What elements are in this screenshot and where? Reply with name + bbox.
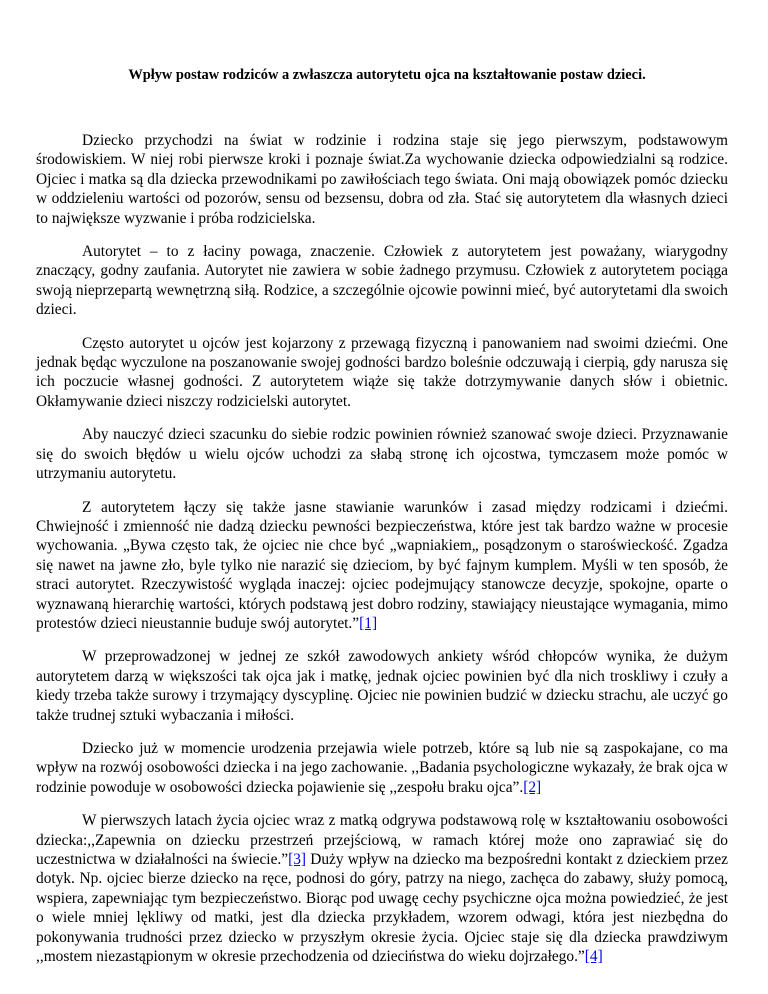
- paragraph-text: Autorytet – to z łaciny powaga, znaczenie. Człowiek z autorytetem jest poważany, wiarygodny znaczący, godny zaufania. Autorytet nie zawiera w sobie żadnego przymusu. Człowiek z autorytetem pociąga swoją nieprzepartą wewnętrzną siłą. Rodzice, a szczególnie ojcowie powinni mieć, być autorytetami dla swoich dzieci.: [36, 243, 728, 319]
- paragraph-text: Często autorytet u ojców jest kojarzony z przewagą fizyczną i panowaniem nad swoimi dziećmi. One jednak będąc wyczulone na poszanowanie swojej godności bardzo boleśnie odczuwają i cierpią, gdy narusza się ich poczucie własnej godności. Z autorytetem wiąże się także dotrzymywanie danych słów i obietnic. Okłamywanie dzieci niszczy rodzicielski autorytet.: [36, 334, 728, 410]
- footnote-link-3[interactable]: [3]: [288, 851, 307, 868]
- paragraph: [36, 425, 728, 483]
- paragraph: [36, 647, 728, 725]
- paragraph-text: Dziecko już w momencie urodzenia przejawia wiele potrzeb, które są lub nie są zaspokajane, co ma wpływ na rozwój osobowości dziecka i na jego zachowanie. ,,Badania psychologiczne wykazały, że brak ojca w rodzinie powoduje w osobowości dziecka pojawienie się ,,zespołu braku ojca”.: [36, 739, 728, 796]
- paragraph: [36, 334, 728, 412]
- footnote-link-2[interactable]: [2]: [523, 778, 542, 796]
- paragraph: [36, 811, 728, 966]
- paragraph-text: Z autorytetem łączy się także jasne stawianie warunków i zasad między rodzicami i dziećmi. Chwiejność i zmienność nie dadzą dziecku pewności bezpieczeństwa, które jest tak bardzo ważne w procesie wychowania. „Bywa często tak, że ojciec nie chce być „wapniakiem„ posądzonym o staroświeckość. Zgadza się nawet na jawne zło, byle tylko nie narazić się dzieciom, by być fajnym kumplem. Myśli w ten sposób, że straci autorytet. Rzeczywistość wygląda inaczej: ojciec podejmujący stanowcze decyzje, spokojne, oparte o wyznawaną hierarchię wartości, których podstawą jest dobro rodziny, stawiający nieustające wymagania, mimo protestów dzieci nieustannie buduje swój autorytet.”: [36, 498, 728, 632]
- document-title: Wpływ postaw rodziców a zwłaszcza autorytetu ojca na kształtowanie postaw dzieci.: [128, 67, 646, 83]
- paragraph: [36, 242, 728, 320]
- paragraph-text: W przeprowadzonej w jednej ze szkół zawodowych ankiety wśród chłopców wynika, że dużym autorytetem darzą w większości tak ojca jak i matkę, jednak ojciec powinien być dla nich troskliwy i czuły a kiedy trzeba także surowy i trzymający dyscyplinę. Ojciec nie powinien budzić w dziecku strachu, ale uczyć go także trudnej sztuki wybaczania i miłości.: [36, 648, 728, 724]
- paragraph: [36, 498, 728, 634]
- paragraph-text: W pierwszych latach życia ojciec wraz z matką odgrywa podstawową rolę w kształtowaniu osobowości dziecka:,,Zapewnia on dziecku przestrzeń przejściową, w ramach której może ono zaprawiać się do uczestnictwa w działalności na świecie.”[3] Duży wpływ na dziecko ma bezpośredni kontakt z dzieckiem przez dotyk. Np. ojciec bierze dziecko na ręce, podnosi do góry, patrzy na niego, zachęca do zabawy, służy pomocą, wspiera, zapewniając tym bezpieczeństwo. Biorąc pod uwagę cechy psychiczne ojca można powiedzieć, że jest o wiele mniej lękliwy od matki, jest dla dziecka przykładem, wzorem odwagi, która jest niezbędna do pokonywania trudności przez dziecko w przyszłym okresie życia. Ojciec staje się dla dziecka prawdziwym ,,mostem niezastąpionym w okresie przechodzenia od dzieciństwa do wieku dojrzałego.”: [36, 812, 728, 966]
- footnote-link-4[interactable]: [4]: [584, 948, 603, 966]
- paragraph-text: Dziecko przychodzi na świat w rodzinie i rodzina staje się jego pierwszym, podstawowym środowiskiem. W niej robi pierwsze kroki i poznaje świat.Za wychowanie dziecka odpowiedzialni są rodzice. Ojciec i matka są dla dziecka przewodnikami po zawiłościach tego świata. Oni mają obowiązek pomóc dziecku w oddzieleniu wartości od pozorów, sensu od bezsensu, dobra od zła. Stać się autorytetem dla własnych dzieci to największe wyzwanie i próba rodzicielska.: [36, 132, 728, 227]
- paragraph: [36, 131, 728, 228]
- paragraph-text: Aby nauczyć dzieci szacunku do siebie rodzic powinien również szanować swoje dzieci. Przyznawanie się do swoich błędów u wielu ojców uchodzi za słabą stronę ich ojcostwa, tymczasem może pomóc w utrzymaniu autorytetu.: [36, 426, 728, 483]
- footnote-link-1[interactable]: [1]: [359, 614, 378, 632]
- paragraph: [36, 739, 728, 797]
